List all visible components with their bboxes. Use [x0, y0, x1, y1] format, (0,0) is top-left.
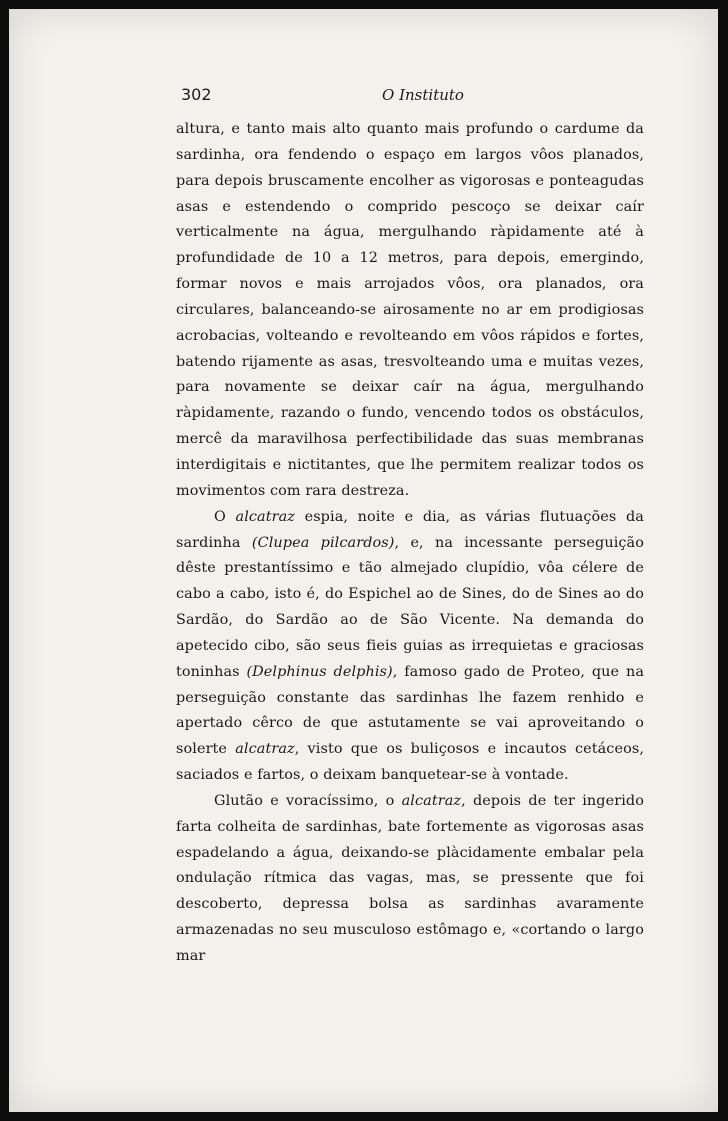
text-segment: , e, na incessante perseguição dêste prestantíssimo e tão almejado clupídio, vôa célere de cabo a cabo, isto é, do Espichel ao de Sines, do de Sines ao do Sardão, do Sardão ao de São Vicente. Na demanda do apetecido cibo, são seus fieis guias as irrequietas e graciosas toninhas [176, 534, 645, 680]
paragraph-2 [176, 505, 644, 789]
page-header [181, 85, 665, 111]
paragraph-1 [176, 117, 644, 505]
scientific-name: (Delphinus delphis) [246, 663, 393, 680]
text-segment: O [214, 508, 236, 525]
running-title: O Instituto [382, 86, 464, 104]
body-text [176, 117, 644, 970]
scientific-name: (Clupea pilcardos) [251, 534, 395, 551]
page-number: 302 [181, 85, 212, 104]
species-term: alcatraz [235, 741, 295, 758]
species-term: alcatraz [235, 508, 295, 525]
text-segment: altura, e tanto mais alto quanto mais profundo o cardume da sardinha, ora fendendo o espaço em largos vôos planados, para depois bruscamente encolher as vigorosas e ponteagudas asas e estendendo o comprido pescoço se deixar caír verticalmente na água, mergulhando ràpidamente até à profundidade de 10 a 12 metros, para depois, emergindo, formar novos e mais arrojados vôos, ora planados, ora circulares, balanceando-se airosamente no ar em prodigiosas acrobacias, volteando e revolteando em vôos rápidos e fortes, batendo rijamente as asas, tresvolteando uma e muitas vezes, para novamente se deixar caír na água, mergulhando ràpidamente, razando o fundo, vencendo todos os obstáculos, mercê da maravilhosa perfectibilidade das suas membranas interdigitais e nictitantes, que lhe permitem realizar todos os movimentos com rara destreza. [176, 121, 644, 499]
species-term: alcatraz [401, 792, 462, 809]
text-segment: Glutão e voracíssimo, o [214, 792, 402, 809]
text-segment: espia, noite e dia, as várias flutuações da sardinha [176, 508, 644, 551]
text-segment: , depois de ter ingerido farta colheita de sardinhas, bate fortemente as vigorosas asas espadelando a água, deixando-se plàcidamente embalar pela ondulação rítmica das vagas, mas, se pressente que foi descoberto, depressa bolsa as sardinhas avaramente armazenadas no seu musculoso estômago e, «cortando o largo mar [176, 792, 644, 964]
paragraph-3 [176, 789, 644, 970]
text-segment: , visto que os buliçosos e incautos cetáceos, saciados e fartos, o deixam banquetear-se à vontade. [176, 741, 644, 784]
text-segment: , famoso gado de Proteo, que na perseguição constante das sardinhas lhe fazem renhido e apertado cêrco de que astutamente se vai aproveitando o solerte [176, 663, 644, 758]
